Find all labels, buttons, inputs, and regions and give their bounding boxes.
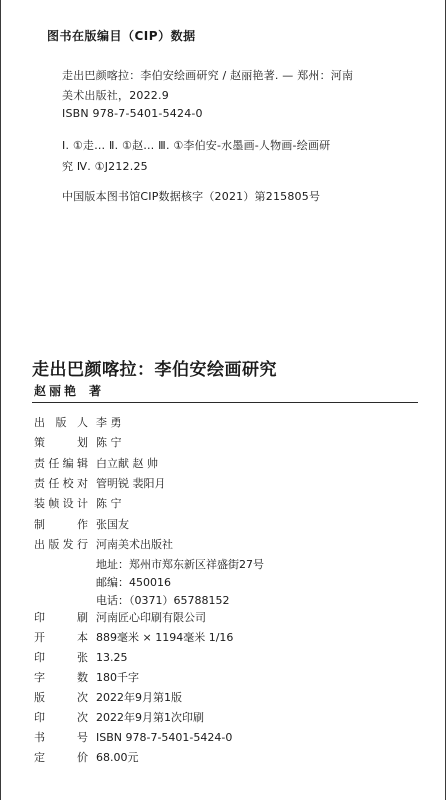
title-divider	[32, 402, 418, 403]
spec-label	[34, 669, 96, 685]
spec-label	[34, 629, 96, 645]
credit-label	[34, 455, 96, 471]
credit-value: 陈 宁	[96, 497, 122, 510]
credit-label-char: 校	[62, 477, 74, 490]
credit-label-char: 任	[48, 457, 60, 470]
spec-label-char: 价	[77, 751, 88, 764]
credit-label	[34, 536, 96, 552]
credit-value: 陈 宁	[96, 436, 122, 449]
cip-classification-line-2: 究 Ⅳ. ①J212.25	[62, 160, 148, 173]
spec-value: 2022年9月第1版	[96, 691, 182, 704]
credit-row	[34, 495, 122, 511]
spec-label-char: 次	[77, 691, 88, 704]
credit-label-char: 帧	[48, 497, 60, 510]
credit-row	[34, 414, 122, 430]
credit-label	[34, 434, 96, 450]
spec-label-char: 书	[34, 731, 45, 744]
credit-label-char: 版	[55, 416, 67, 429]
credit-label-char: 任	[48, 477, 60, 490]
spec-label-char: 号	[77, 731, 88, 744]
spec-label-char: 张	[77, 651, 88, 664]
credit-label-char: 责	[34, 457, 45, 470]
credit-label-char: 设	[62, 497, 74, 510]
spec-row	[34, 609, 206, 625]
spec-row	[34, 709, 204, 725]
credit-label-char: 出	[34, 416, 45, 429]
spec-label-char: 次	[77, 711, 88, 724]
spec-label-char: 开	[34, 631, 45, 644]
credit-label-char: 划	[77, 436, 88, 449]
credit-value: 白立献 赵 帅	[96, 457, 158, 470]
credit-label	[34, 414, 96, 430]
spec-value: 13.25	[96, 651, 128, 664]
credit-label-char: 对	[76, 477, 88, 490]
credit-label-char: 行	[76, 538, 88, 551]
spec-value: 180千字	[96, 671, 139, 684]
credit-label-char: 编	[62, 457, 74, 470]
credit-row	[34, 536, 173, 552]
spec-row	[34, 669, 139, 685]
spec-value: 河南匠心印刷有限公司	[96, 611, 206, 624]
spec-label-char: 本	[77, 631, 88, 644]
credit-value: 张国友	[96, 518, 129, 531]
spec-value: 889毫米 × 1194毫米 1/16	[96, 631, 234, 644]
cip-line-1: 走出巴颜喀拉：李伯安绘画研究 / 赵丽艳著. — 郑州：河南	[62, 69, 354, 82]
spec-label-char: 数	[77, 671, 88, 684]
spec-value: 68.00元	[96, 751, 139, 764]
spec-label-char: 印	[34, 611, 45, 624]
credit-row	[34, 516, 129, 532]
credit-value: 李 勇	[96, 416, 122, 429]
spec-label-char: 刷	[77, 611, 88, 624]
cip-isbn-line: ISBN 978-7-5401-5424-0	[62, 107, 203, 120]
publisher-postcode: 邮编：450016	[96, 576, 171, 589]
credit-label	[34, 495, 96, 511]
spec-value: ISBN 978-7-5401-5424-0	[96, 731, 233, 744]
author-name: 赵丽艳	[34, 384, 80, 398]
spec-label-char: 字	[34, 671, 45, 684]
credit-label	[34, 475, 96, 491]
spec-row	[34, 689, 182, 705]
credit-label-char: 计	[76, 497, 88, 510]
credit-label-char: 出	[34, 538, 45, 551]
spec-label	[34, 609, 96, 625]
credit-label-char: 版	[48, 538, 60, 551]
spec-label	[34, 729, 96, 745]
credit-label-char: 人	[77, 416, 88, 429]
publisher-phone: 电话：（0371）65788152	[96, 594, 230, 607]
spec-row	[34, 649, 128, 665]
credit-row	[34, 455, 158, 471]
author-role: 著	[89, 384, 105, 398]
spec-row	[34, 729, 232, 745]
spec-label	[34, 709, 96, 725]
spec-label-char: 印	[34, 711, 45, 724]
credit-row	[34, 475, 166, 491]
credit-label	[34, 516, 96, 532]
credit-value: 管明锐 裴阳月	[96, 477, 166, 490]
spec-value: 2022年9月第1次印刷	[96, 711, 204, 724]
cip-record-number: 中国版本图书馆CIP数据核字（2021）第215805号	[62, 190, 321, 203]
book-author-line	[34, 382, 104, 399]
spec-row	[34, 749, 139, 765]
publisher-address: 地址：郑州市郑东新区祥盛街27号	[96, 558, 264, 571]
credit-value: 河南美术出版社	[96, 538, 173, 551]
credit-label-char: 发	[62, 538, 74, 551]
credit-label-char: 作	[77, 518, 88, 531]
spec-label	[34, 689, 96, 705]
spec-label-char: 版	[34, 691, 45, 704]
spec-row	[34, 629, 233, 645]
credit-label-char: 辑	[76, 457, 88, 470]
book-title: 走出巴颜喀拉：李伯安绘画研究	[32, 360, 277, 380]
spec-label-char: 印	[34, 651, 45, 664]
spec-label-char: 定	[34, 751, 45, 764]
credit-label-char: 装	[34, 497, 45, 510]
credit-row	[34, 434, 122, 450]
credit-label-char: 责	[34, 477, 45, 490]
credit-label-char: 策	[34, 436, 45, 449]
spec-label	[34, 749, 96, 765]
cip-heading: 图书在版编目（CIP）数据	[47, 29, 196, 43]
spec-label	[34, 649, 96, 665]
credit-label-char: 制	[34, 518, 45, 531]
cip-classification-line-1: Ⅰ. ①走… Ⅱ. ①赵… Ⅲ. ①李伯安-水墨画-人物画-绘画研	[62, 139, 331, 152]
cip-line-2: 美术出版社，2022.9	[62, 89, 169, 102]
